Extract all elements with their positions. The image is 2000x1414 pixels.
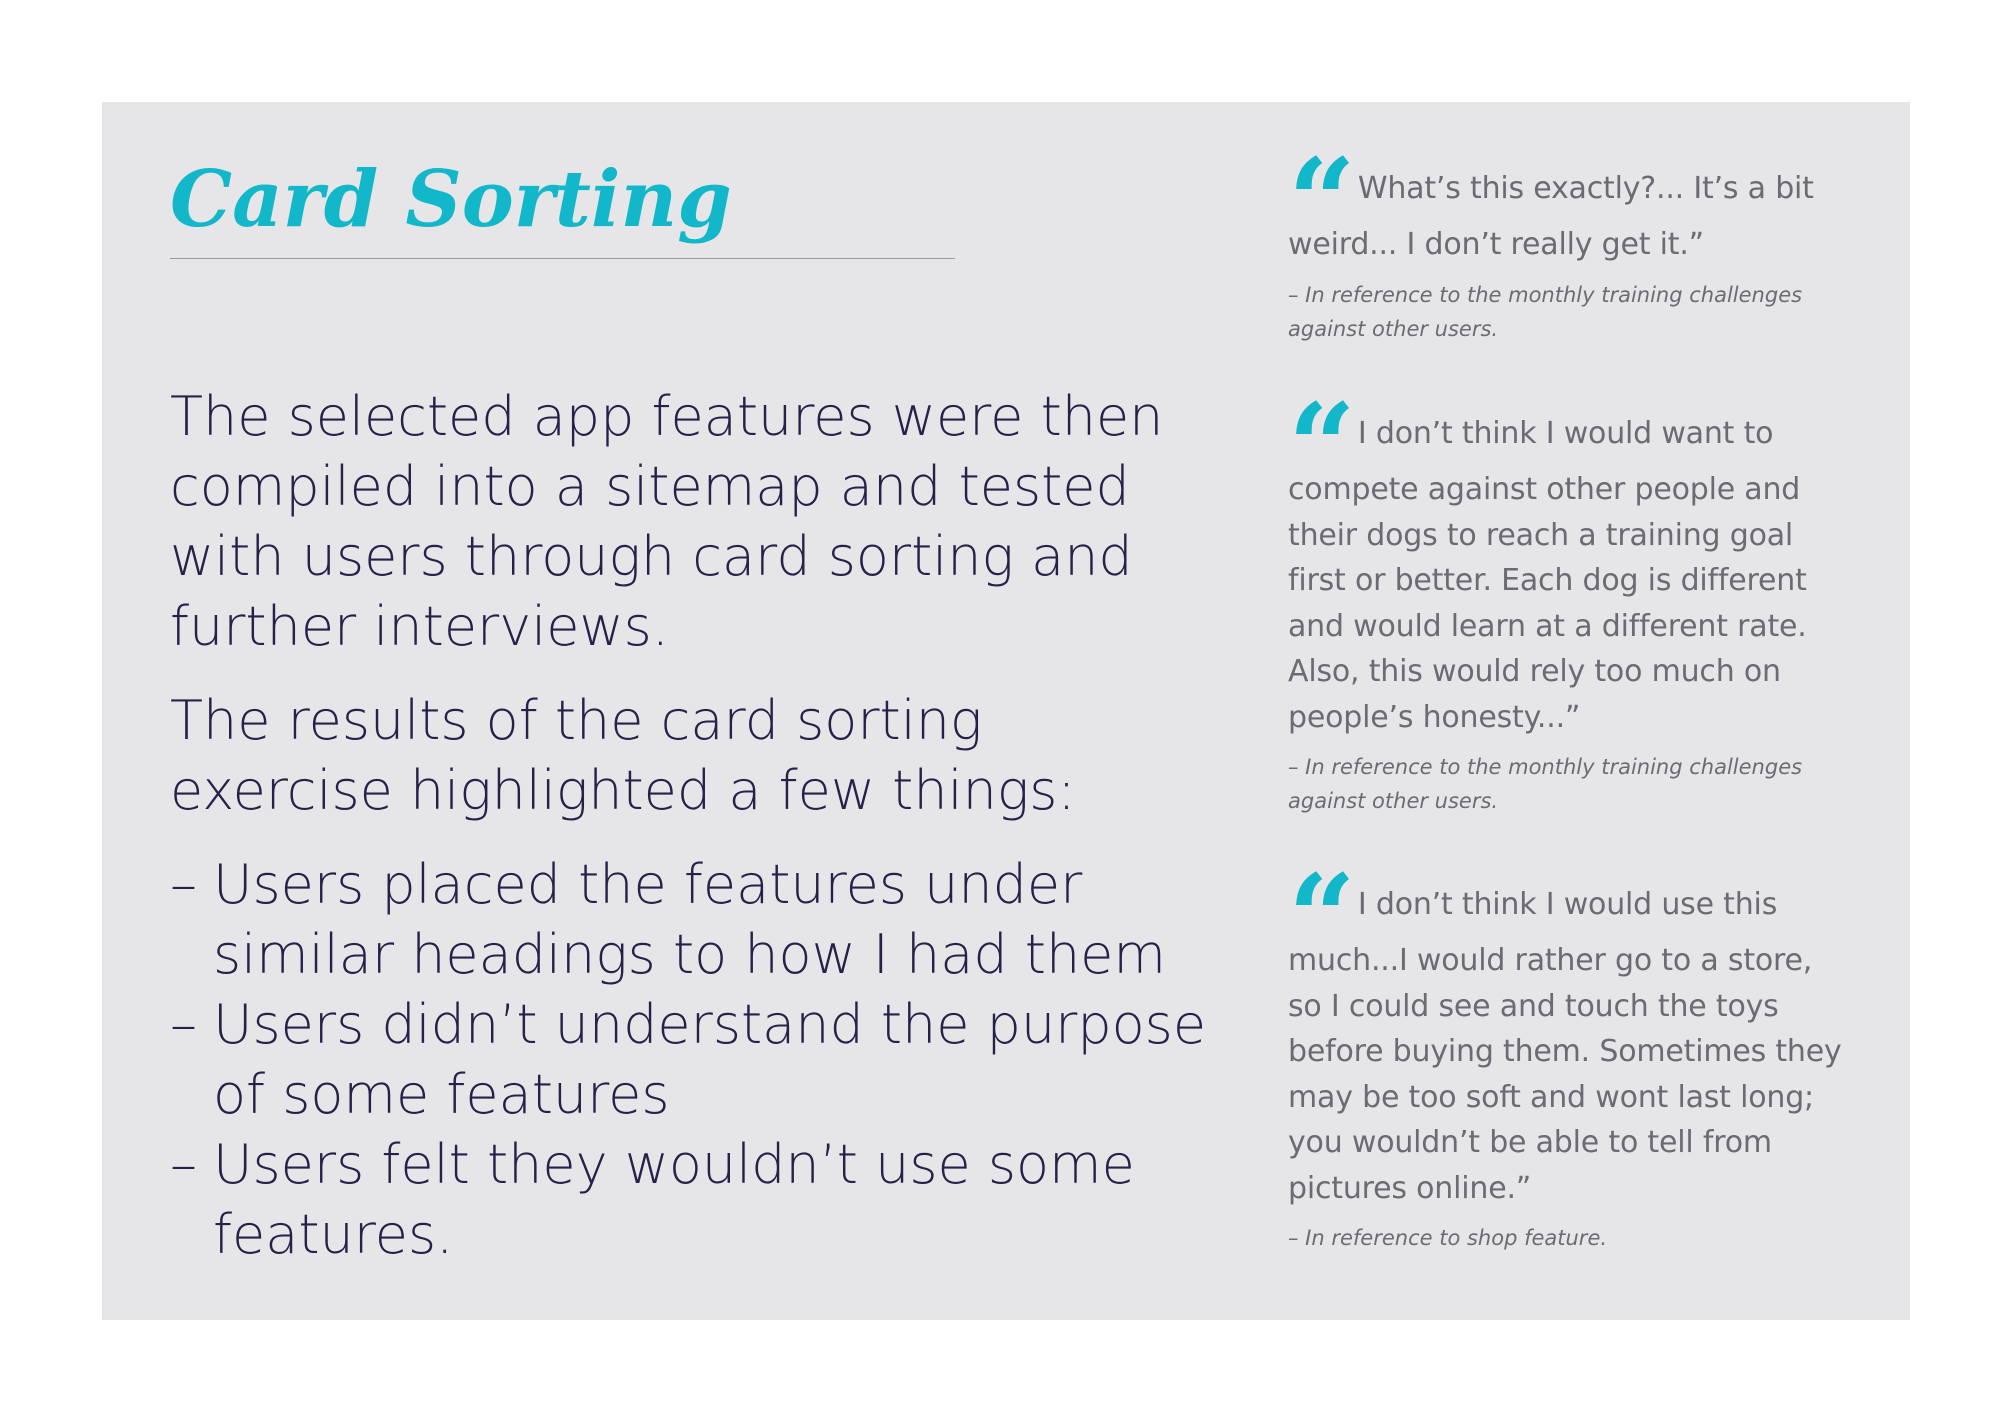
quote-block (1288, 848, 1848, 1255)
findings-list (170, 850, 1210, 1270)
quote-text-block (1288, 377, 1848, 740)
dash-icon: – (170, 853, 197, 916)
quote-reference: – In reference to shop feature. (1288, 1226, 1608, 1250)
list-item-text: Users placed the features under similar headings to how I had them (213, 853, 1166, 986)
list-item (170, 1130, 1210, 1270)
dash-icon: – (170, 1133, 197, 1196)
intro-paragraph: The selected app features were then compiled into a sitemap and tested with users through card sorting and further interviews. (170, 385, 1164, 658)
body-column (170, 382, 1210, 1270)
quote-block (1288, 377, 1848, 818)
results-paragraph: The results of the card sorting exercise highlighted a few things: (170, 689, 1076, 822)
title-divider (170, 258, 955, 259)
quote-reference: – In reference to the monthly training challenges against other users. (1288, 282, 1803, 341)
list-item-text: Users didn’t understand the purpose of some features (213, 993, 1207, 1126)
quote-text-block (1288, 132, 1848, 271)
quote-text: I don’t think I would want to compete against other people and their dogs to reach a training goal first or better. Each dog is different and would learn at a different rate. Also, this would rely too much on people’s honesty...” (1288, 416, 1807, 735)
list-item-text: Users felt they wouldn’t use some features. (213, 1133, 1135, 1266)
quote-text: I don’t think I would use this much...I would rather go to a store, so I could see and touch the toys before buying them. Sometimes they may be too soft and wont last long; you wouldn’t be able to tell from pictures online.” (1288, 887, 1842, 1206)
quote-block (1288, 132, 1848, 346)
quote-text: What’s this exactly?... It’s a bit weird... I don’t really get it.” (1288, 171, 1814, 262)
list-item (170, 850, 1210, 990)
dash-icon: – (170, 993, 197, 1056)
quotation-mark-icon: “ (1288, 848, 1350, 987)
list-item (170, 990, 1210, 1130)
quotation-mark-icon: “ (1288, 132, 1350, 271)
page-title: Card Sorting (170, 154, 732, 245)
quote-reference: – In reference to the monthly training challenges against other users. (1288, 755, 1803, 813)
quotation-mark-icon: “ (1288, 377, 1350, 516)
quote-text-block (1288, 848, 1848, 1211)
